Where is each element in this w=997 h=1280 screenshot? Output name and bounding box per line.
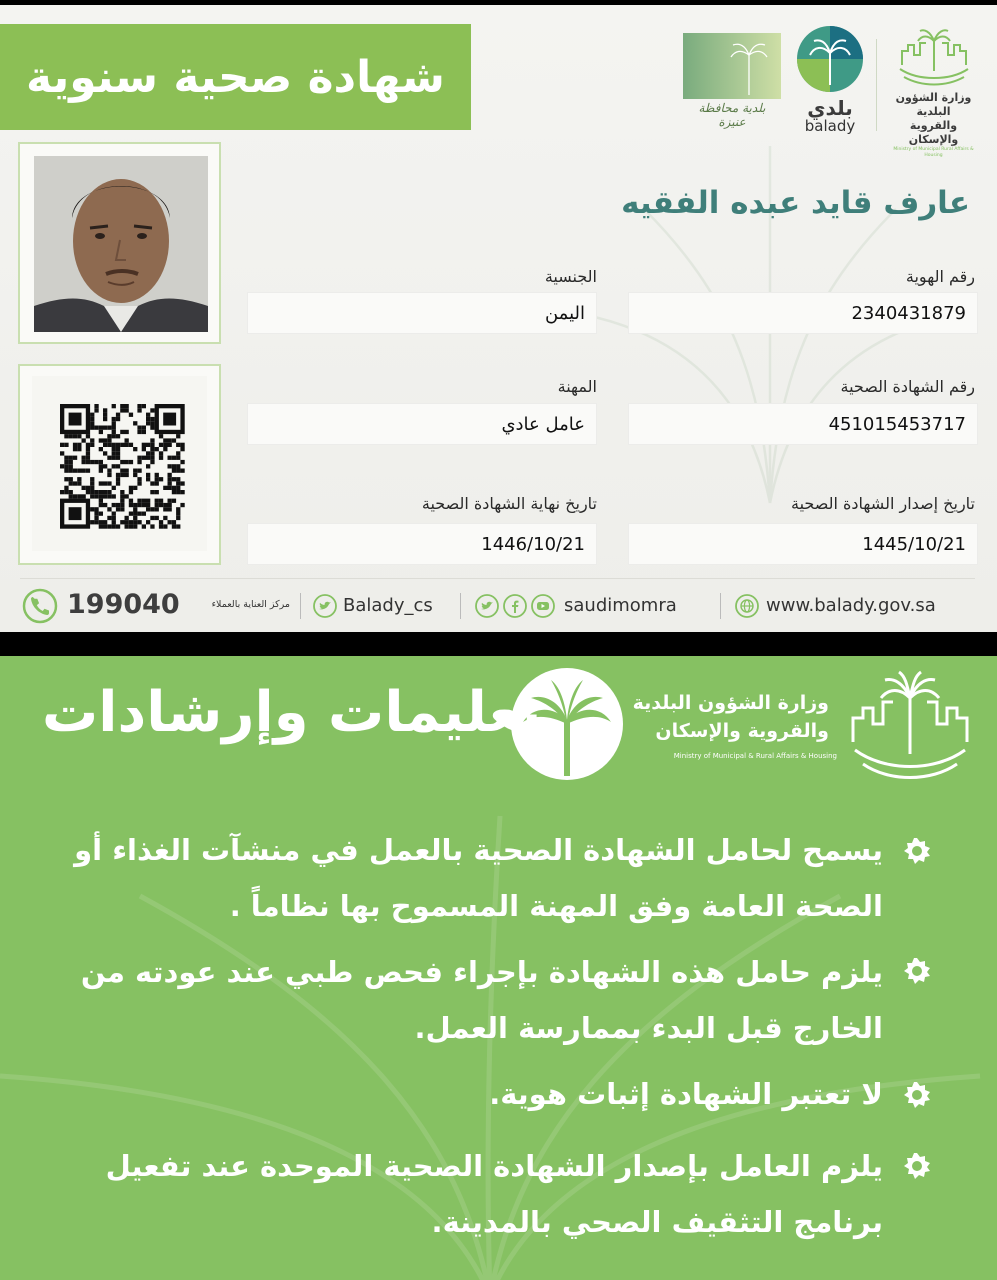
phone-icon: [22, 588, 58, 628]
instruction-item-3: لا تعتبر الشهادة إثبات هوية.: [489, 1077, 883, 1111]
footer-divider: [20, 578, 975, 579]
profession-label: المهنة: [557, 377, 597, 396]
gear-bullet-icon: [902, 836, 932, 866]
social-twitter-icon: [475, 594, 499, 622]
nationality-label: الجنسية: [544, 267, 597, 286]
cert-number-value: 451015453717: [628, 403, 978, 445]
instructions-card: [0, 656, 997, 1280]
holder-name: عارف قايد عبده الفقيه: [621, 185, 970, 221]
municipality-name: بلدية محافظة عنيزة: [698, 101, 766, 129]
baladi-logo: [795, 25, 865, 140]
instruction-item-1: يسمح لحامل الشهادة الصحية بالعمل في منشآت الغذاء أو الصحة العامة وفق المهنة المسموح بها نظاماً .: [74, 833, 883, 923]
gear-bullet-icon: [902, 956, 932, 986]
qr-code[interactable]: [32, 376, 207, 551]
facebook-icon: [503, 594, 527, 622]
care-center-label: مركز العناية بالعملاء: [211, 599, 290, 610]
issue-date-label: تاريخ إصدار الشهادة الصحية: [791, 494, 975, 513]
footer-separator-2: [460, 593, 461, 619]
issue-date-value: 1445/10/21: [628, 523, 978, 565]
ministry-name-line1: وزارة الشؤون البلدية: [895, 91, 972, 118]
gear-bullet-icon: [902, 1080, 932, 1110]
footer-separator: [300, 593, 301, 619]
website-link[interactable]: www.balady.gov.sa: [766, 595, 936, 616]
id-number-value: 2340431879: [628, 292, 978, 334]
qr-frame: [18, 364, 221, 565]
ministry-name-en: Ministry of Municipal Rural Affairs & Housing: [893, 147, 974, 158]
ministry-name-en: Ministry of Municipal & Rural Affairs & Housing: [673, 752, 837, 760]
twitter-icon: [313, 594, 337, 622]
expiry-date-value: 1446/10/21: [247, 523, 597, 565]
ministry-name-line2: والقروية والإسكان: [908, 119, 959, 146]
social-handle[interactable]: saudimomra: [564, 595, 677, 616]
care-phone-number[interactable]: 199040: [67, 589, 180, 620]
expiry-date-label: تاريخ نهاية الشهادة الصحية: [421, 494, 597, 513]
municipality-logo: [683, 33, 781, 131]
ministry-name-line1: وزارة الشؤون البلدية: [632, 692, 829, 714]
logo-divider: [876, 39, 877, 131]
youtube-icon: [531, 594, 555, 622]
health-certificate-card: [0, 5, 997, 632]
gear-bullet-icon: [902, 1151, 932, 1181]
cert-number-label: رقم الشهادة الصحية: [840, 377, 975, 396]
certificate-title: شهادة صحية سنوية: [26, 51, 445, 103]
certificate-title-banner: [0, 24, 471, 130]
profession-value: عامل عادي: [247, 403, 597, 445]
globe-icon: [735, 594, 759, 622]
baladi-arabic: بلدي: [807, 96, 853, 120]
instructions-title: تعليمات وإرشادات: [42, 680, 542, 745]
baladi-english: balady: [804, 117, 856, 135]
photo-frame: [18, 142, 221, 344]
twitter-handle[interactable]: Balady_cs: [343, 595, 433, 616]
instruction-item-4: يلزم العامل بإصدار الشهادة الصحية الموحدة عند تفعيل برنامج التثقيف الصحي بالمدينة.: [105, 1149, 883, 1239]
instruction-item-2: يلزم حامل هذه الشهادة بإجراء فحص طبي عند عودته من الخارج قبل البدء بممارسة العمل.: [80, 955, 883, 1045]
ministry-logo: [885, 25, 982, 158]
ministry-name-line2: والقروية والإسكان: [655, 720, 829, 742]
nationality-value: اليمن: [247, 292, 597, 334]
id-number-label: رقم الهوية: [905, 267, 975, 286]
holder-photo: [34, 156, 208, 332]
footer-separator-3: [720, 593, 721, 619]
ministry-emblem: [845, 668, 975, 790]
